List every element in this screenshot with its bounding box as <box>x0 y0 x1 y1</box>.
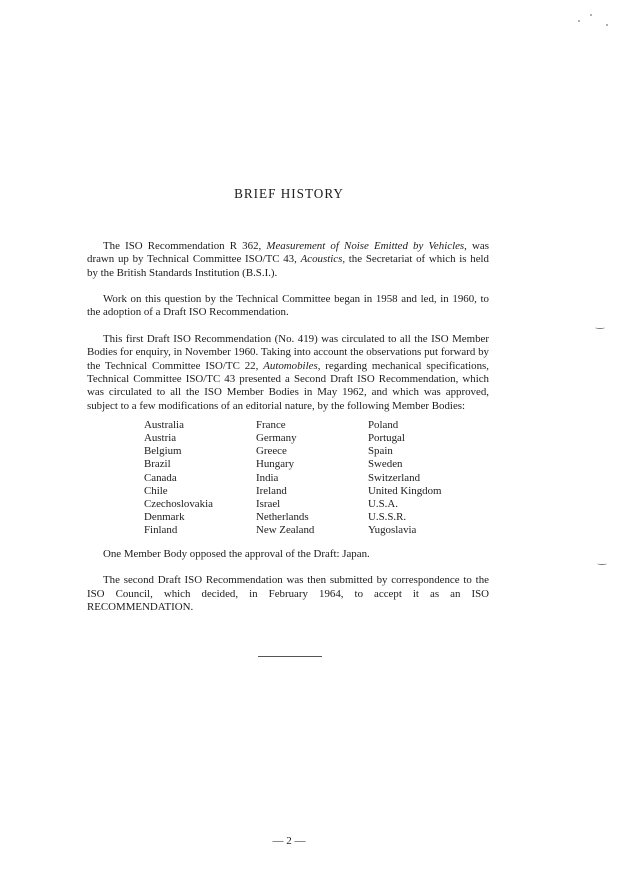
member-body: Germany <box>256 432 297 445</box>
member-body: Finland <box>144 524 178 537</box>
member-body: Greece <box>256 445 287 458</box>
member-body: India <box>256 471 279 484</box>
paragraph-intro <box>87 240 489 280</box>
member-body: Yugoslavia <box>368 524 417 537</box>
member-body: Belgium <box>144 445 182 458</box>
paragraph-draft <box>87 333 489 413</box>
paragraph-acceptance: The second Draft ISO Recommendation was then submitted by correspondence to the ISO Council, which decided, in February 1964, to accept it as an ISO RECOMMENDATION. <box>87 574 489 613</box>
automobiles-committee: Automobiles <box>263 359 318 372</box>
member-body: Canada <box>144 471 177 484</box>
member-body: Ireland <box>256 484 287 497</box>
intro-text-3: , the Secretariat of which is held by the British Standards Institution (B.S.I.). <box>87 253 489 279</box>
intro-text-2: , was drawn up by Technical Committee ISO/TC 43, <box>87 240 489 266</box>
member-body: Israel <box>256 498 281 511</box>
member-body: New Zealand <box>256 524 315 537</box>
scan-speck <box>590 14 592 16</box>
end-rule <box>258 656 322 657</box>
draft-text-2: , regarding mechanical specifications, Technical Committee ISO/TC 43 presented a Second Draft ISO Recommendation, which was circulated to all the ISO Member Bodies in May 1962, and which was approved, subject to a few modifications of an editorial nature, by the following Member Bodies: <box>87 359 489 412</box>
intro-text-1: The ISO Recommendation R 362, <box>103 240 267 252</box>
member-body: Denmark <box>144 511 185 524</box>
page-title: BRIEF HISTORY <box>234 186 344 201</box>
member-body: Poland <box>368 418 399 431</box>
member-body: Switzerland <box>368 471 421 484</box>
member-body: France <box>256 418 286 431</box>
member-body: Sweden <box>368 458 403 471</box>
member-body: Hungary <box>256 458 295 471</box>
member-body: U.S.S.R. <box>368 511 407 524</box>
margin-mark <box>595 326 605 329</box>
scan-speck <box>606 24 608 26</box>
page-number: — 2 — <box>272 835 306 847</box>
member-body: Netherlands <box>256 511 309 524</box>
member-body: Brazil <box>144 458 171 471</box>
draft-text-1: This first Draft ISO Recommendation (No. 419) was circulated to all the ISO Member Bodies for enquiry, in November 1960. Taking into account the observations put forward by the Technical Committee ISO/TC 22, <box>87 333 489 372</box>
member-body: Chile <box>144 484 168 497</box>
member-body: Czechoslovakia <box>144 498 213 511</box>
recommendation-title: Measurement of Noise Emitted by Vehicles <box>266 240 465 252</box>
member-bodies-list <box>144 419 489 538</box>
margin-mark <box>597 562 607 565</box>
paragraph-opposition: One Member Body opposed the approval of the Draft: Japan. <box>103 547 370 560</box>
member-body: Austria <box>144 432 177 445</box>
scan-speck <box>578 20 580 22</box>
member-body: Australia <box>144 418 184 431</box>
member-body: Spain <box>368 445 393 458</box>
member-body: U.S.A. <box>368 498 398 511</box>
member-body: United Kingdom <box>368 484 442 497</box>
body-text <box>87 240 489 627</box>
member-body: Portugal <box>368 432 405 445</box>
paragraph-work: Work on this question by the Technical Committee began in 1958 and led, in 1960, to the adoption of a Draft ISO Recommendation. <box>87 293 489 319</box>
committee-name: Acoustics <box>300 253 343 266</box>
